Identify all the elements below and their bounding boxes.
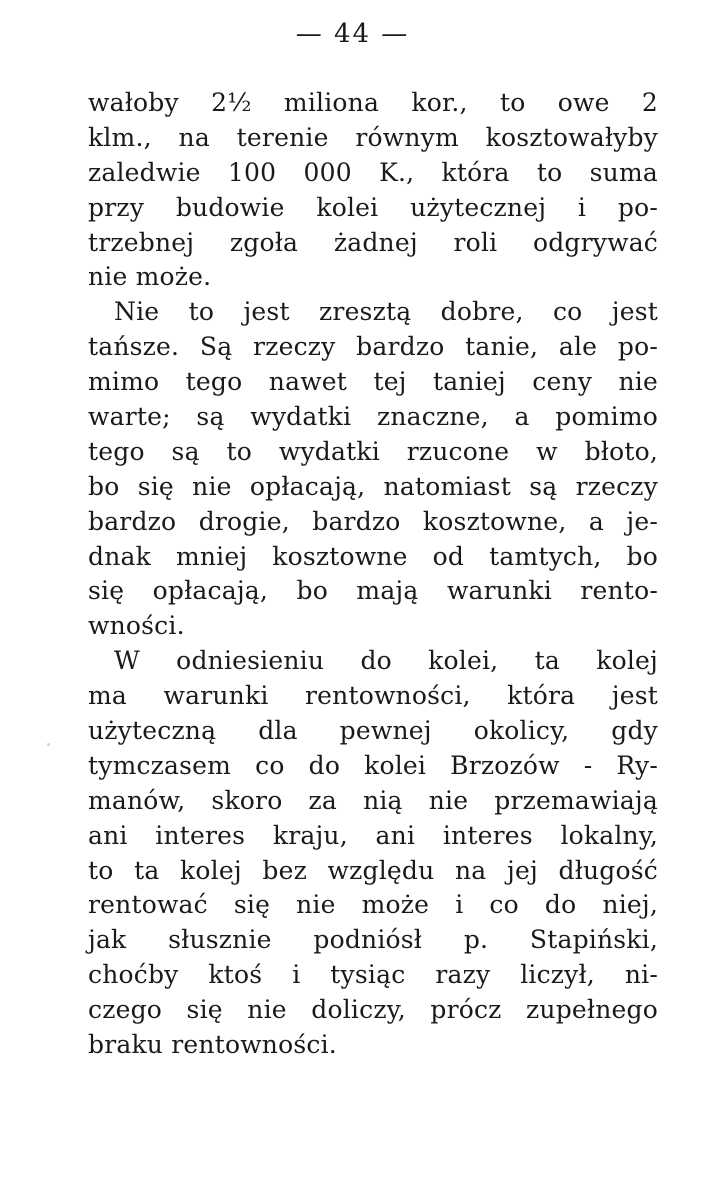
text-line: tańsze. Są rzeczy bardzo tanie, ale po- xyxy=(88,332,658,362)
paragraph-1 xyxy=(88,86,658,295)
body-text xyxy=(88,86,658,1063)
paragraph-2 xyxy=(88,295,658,644)
text-line: tego są to wydatki rzucone w błoto, xyxy=(88,436,658,466)
text-line: jak słusznie podniósł p. Stapiński, xyxy=(88,925,658,955)
text-line: Nie to jest zresztą dobre, co jest xyxy=(114,297,658,327)
text-line: mimo tego nawet tej taniej ceny nie xyxy=(88,367,658,397)
text-line: choćby ktoś i tysiąc razy liczył, ni- xyxy=(88,960,658,990)
text-line: zaledwie 100 000 K., która to suma xyxy=(88,157,658,187)
text-line: braku rentowności. xyxy=(88,1030,337,1060)
text-line: wności. xyxy=(88,611,185,641)
page-number: — 44 — xyxy=(295,19,410,49)
text-line: klm., na terenie równym kosztowałyby xyxy=(88,122,658,152)
text-line: wałoby 2½ miliona kor., to owe 2 xyxy=(88,88,658,117)
text-line: czego się nie doliczy, prócz zupełnego xyxy=(88,995,658,1025)
text-line: dnak mniej kosztowne od tamtych, bo xyxy=(88,541,658,571)
text-line: warte; są wydatki znaczne, a pomimo xyxy=(88,402,658,432)
text-line: manów, skoro za nią nie przemawiają xyxy=(88,785,658,815)
text-line: użyteczną dla pewnej okolicy, gdy xyxy=(88,716,658,746)
text-line: ma warunki rentowności, która jest xyxy=(88,681,658,711)
text-line: to ta kolej bez względu na jej długość xyxy=(88,855,658,885)
text-line: nie może. xyxy=(88,262,212,292)
text-line: W odniesieniu do kolei, ta kolej xyxy=(114,646,658,676)
text-line: bardzo drogie, bardzo kosztowne, a je- xyxy=(88,506,658,536)
text-line: bo się nie opłacają, natomiast są rzeczy xyxy=(88,471,658,501)
paper-speck xyxy=(47,743,50,746)
text-line: ani interes kraju, ani interes lokalny, xyxy=(88,820,658,850)
text-line: tymczasem co do kolei Brzozów - Ry- xyxy=(88,750,658,780)
text-line: rentować się nie może i co do niej, xyxy=(88,890,658,920)
paragraph-3 xyxy=(88,644,658,1063)
text-line: się opłacają, bo mają warunki rento- xyxy=(88,576,658,606)
text-line: trzebnej zgoła żadnej roli odgrywać xyxy=(88,227,658,257)
text-line: przy budowie kolei użytecznej i po- xyxy=(88,192,658,222)
